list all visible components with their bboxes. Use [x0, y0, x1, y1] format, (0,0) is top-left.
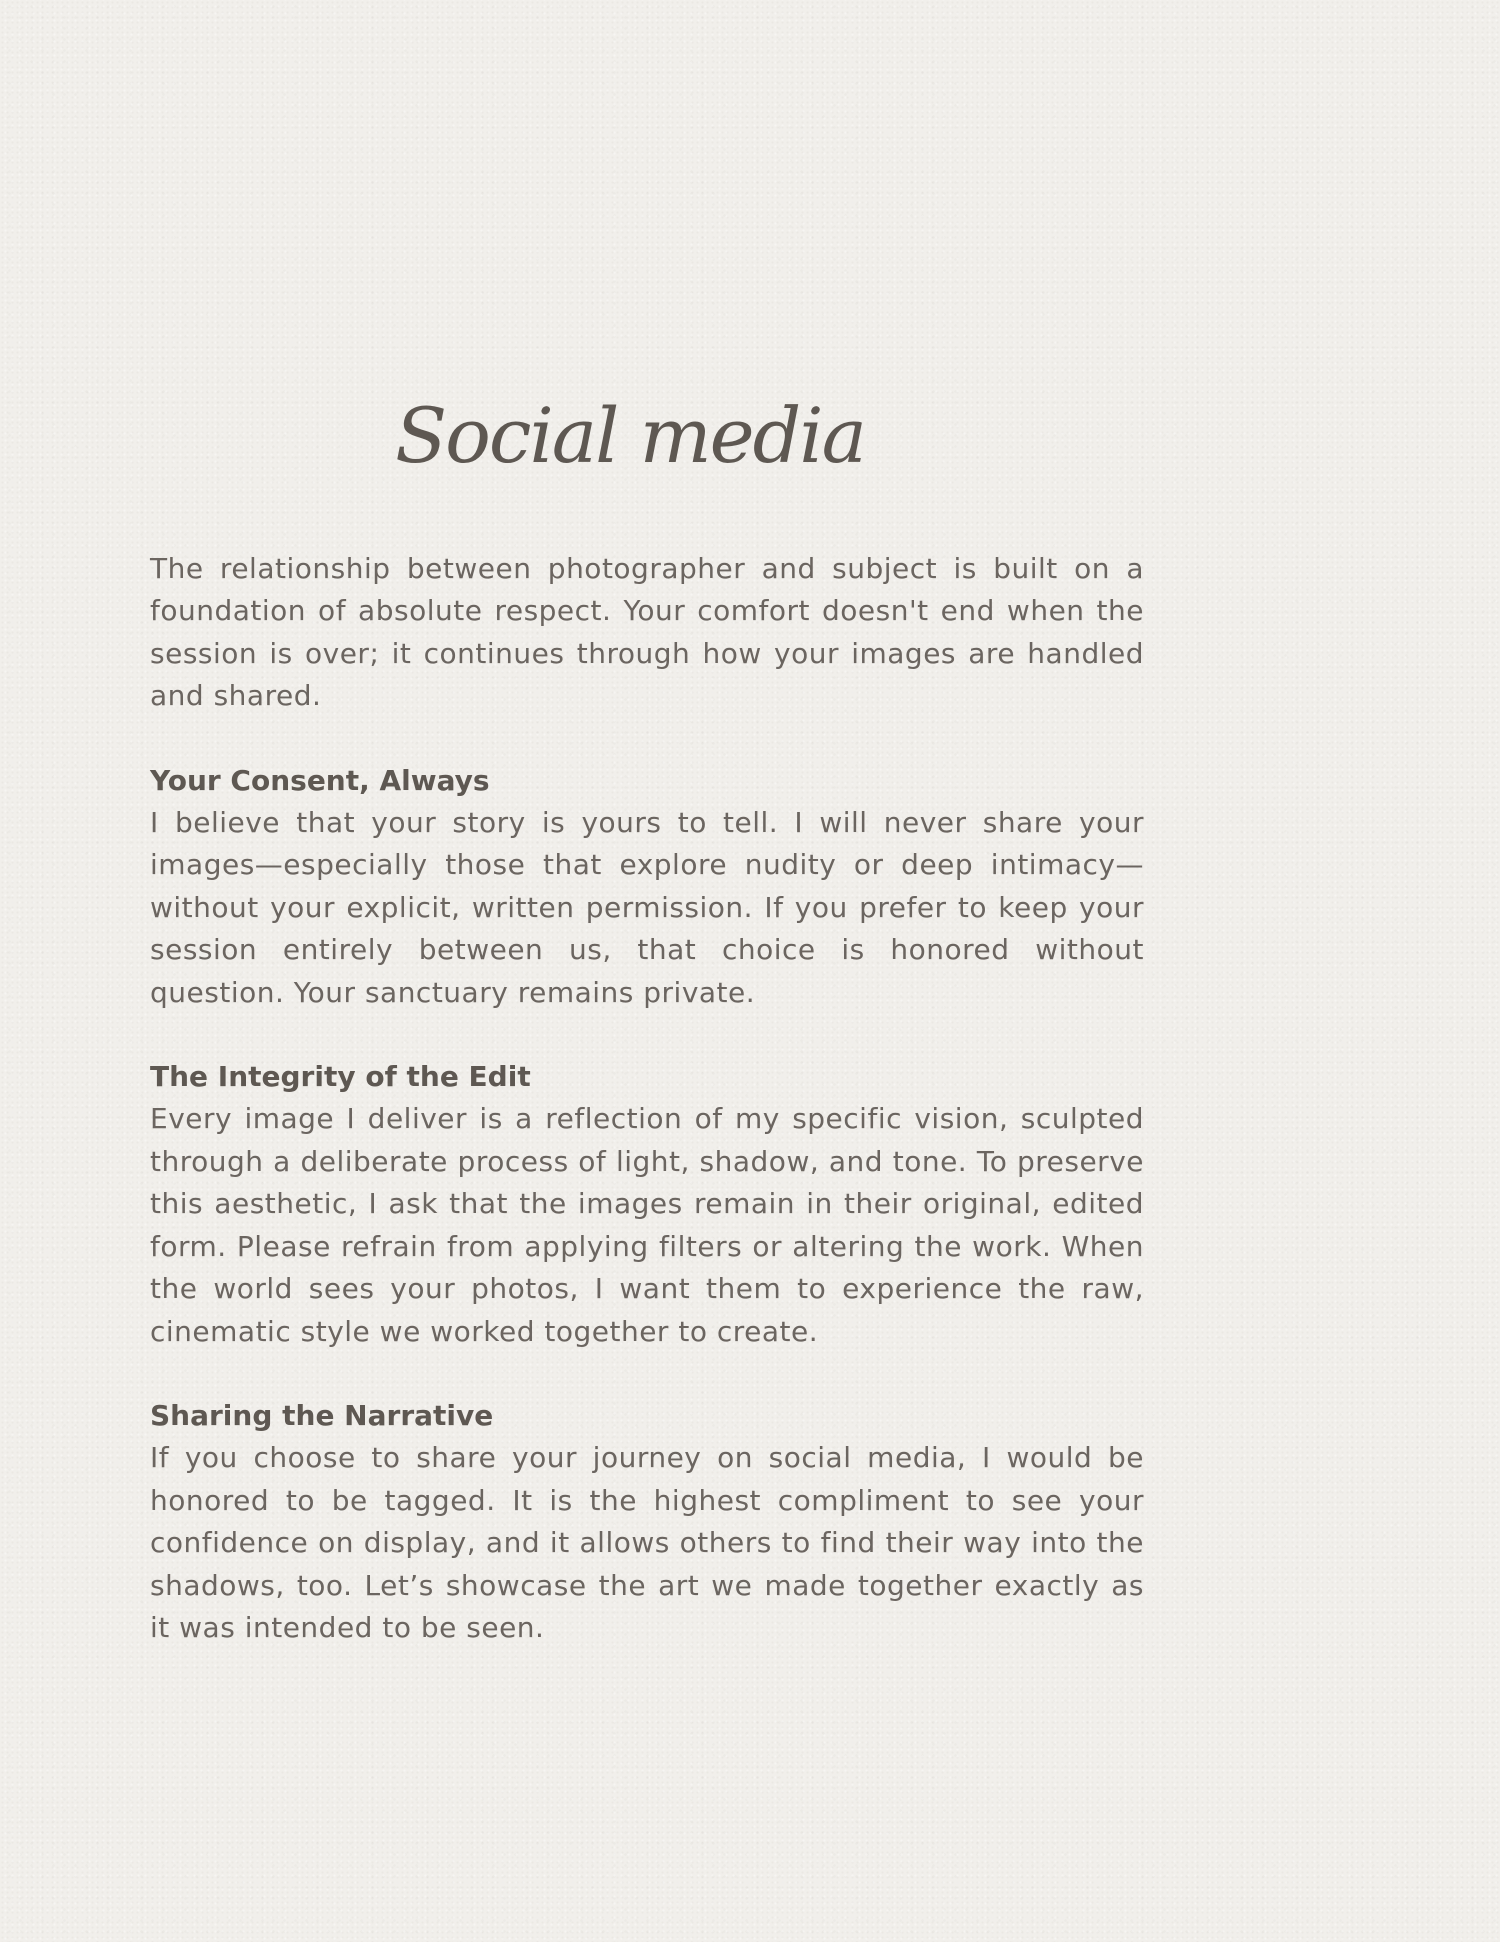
- document-body: [150, 548, 1144, 1649]
- section-heading: Your Consent, Always: [150, 763, 490, 797]
- section-integrity: [150, 1056, 1144, 1353]
- section-heading: Sharing the Narrative: [150, 1398, 494, 1432]
- intro-paragraph: The relationship between photographer and subject is built on a foundation of absolute respect. Your comfort doesn't end when the session is over; it continues through how your images are handled and shared.: [150, 552, 1144, 713]
- section-paragraph: Every image I deliver is a reflection of my specific vision, sculpted through a deliberate process of light, shadow, and tone. To preserve this aesthetic, I ask that the images remain in their original, edited form. Please refrain from applying filters or altering the work. When the world sees your photos, I want them to experience the raw, cinematic style we worked together to create.: [150, 1102, 1144, 1348]
- page-title: Social media: [395, 391, 865, 480]
- section-heading: The Integrity of the Edit: [150, 1060, 531, 1094]
- section-sharing: [150, 1395, 1144, 1649]
- section-paragraph: If you choose to share your journey on social media, I would be honored to be tagged. It is the highest compliment to see your confidence on display, and it allows others to find their way into the shadows, too. Let’s showcase the art we made together exactly as it was intended to be seen.: [150, 1441, 1144, 1644]
- section-paragraph: I believe that your story is yours to tell. I will never share your images—especially those that explore nudity or deep intimacy—without your explicit, written permission. If you prefer to keep your session entirely between us, that choice is honored without question. Your sanctuary remains private.: [150, 806, 1144, 1009]
- section-consent: [150, 760, 1144, 1014]
